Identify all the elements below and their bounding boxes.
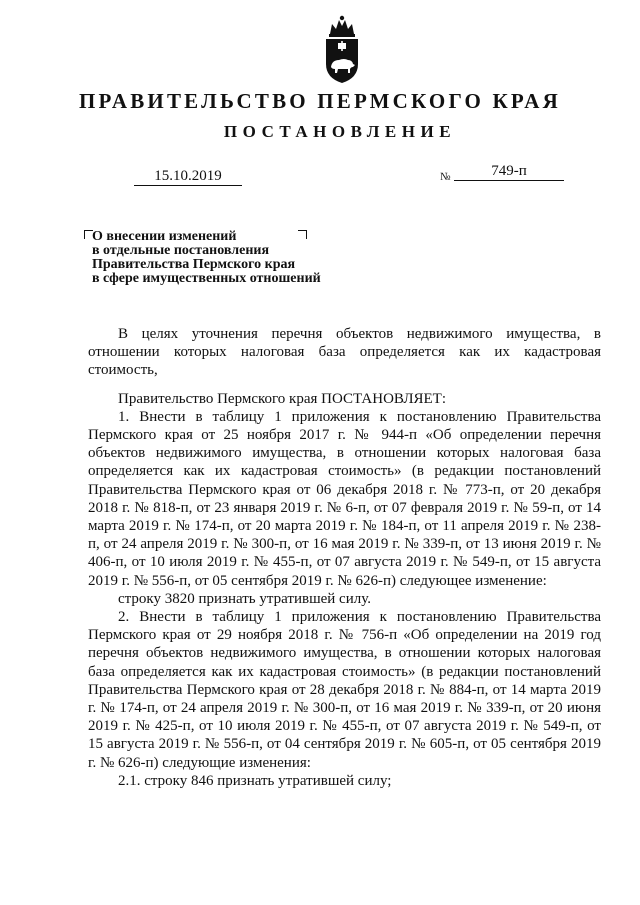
- subject-line: О внесении изменений: [92, 229, 237, 244]
- number-sign: №: [440, 171, 451, 183]
- item-1-paragraph: 1. Внести в таблицу 1 приложения к постановлению Правительства Пермского края от 25 ноября 2017 г. № 944-п «Об определении перечня объектов недвижимого имущества, в отношении которых налоговая база определяется как их кадастровая стоимость» (в редакции постановлений Правительства Пермского края от 06 декабря 2018 г. № 773-п, от 20 декабря 2018 г. № 818-п, от 23 января 2019 г. № 6-п, от 07 февраля 2019 г. № 59-п, от 14 марта 2019 г. № 174-п, от 20 марта 2019 г. № 184-п, от 11 апреля 2019 г. № 238-п, от 24 апреля 2019 г. № 300-п, от 16 мая 2019 г. № 339-п, от 13 июня 2019 г. № 406-п, от 10 июля 2019 г. № 455-п, от 07 августа 2019 г. № 549-п, от 15 августа 2019 г. № 556-п, от 05 сентября 2019 г. № 626-п) следующее изменение:: [88, 408, 601, 589]
- document-date: 15.10.2019: [134, 168, 242, 186]
- document-body: [88, 325, 601, 790]
- resolution-paragraph: Правительство Пермского края ПОСТАНОВЛЯЕТ:: [118, 390, 447, 407]
- subject-line: Правительства Пермского края: [92, 257, 296, 272]
- government-title: ПРАВИТЕЛЬСТВО ПЕРМСКОГО КРАЯ: [78, 89, 561, 113]
- perm-krai-coat-of-arms-icon: [322, 12, 362, 84]
- document-type: ПОСТАНОВЛЕНИЕ: [223, 122, 457, 141]
- item-1-change-paragraph: строку 3820 признать утратившей силу.: [118, 590, 371, 607]
- subject-line: в отдельные постановления: [92, 243, 270, 258]
- subject-line: в сфере имущественных отношений: [92, 271, 321, 286]
- item-2-1-paragraph: 2.1. строку 846 признать утратившей силу;: [118, 772, 392, 789]
- preamble-paragraph: В целях уточнения перечня объектов недвижимого имущества, в отношении которых налоговая база определяется как их кадастровая стоимость,: [88, 326, 601, 379]
- item-2-paragraph: 2. Внести в таблицу 1 приложения к постановлению Правительства Пермского края от 29 ноября 2018 г. № 756-п «Об определении на 2019 год перечня объектов недвижимого имущества, в отношении которых налоговая база определяется как их кадастровая стоимость» (в редакции постановлений Правительства Пермского края от 28 декабря 2018 г. № 884-п, от 14 марта 2019 г. № 174-п, от 24 апреля 2019 г. № 300-п, от 16 мая 2019 г. № 339-п, от 20 июня 2019 г. № 425-п, от 10 июля 2019 г. № 455-п, от 07 августа 2019 г. № 549-п, от 15 августа 2019 г. № 556-п, от 04 сентября 2019 г. № 605-п, от 05 сентября 2019 г. № 626-п) следующие изменения:: [88, 609, 601, 771]
- document-number: 749-п: [454, 163, 564, 181]
- document-subject: [92, 230, 372, 286]
